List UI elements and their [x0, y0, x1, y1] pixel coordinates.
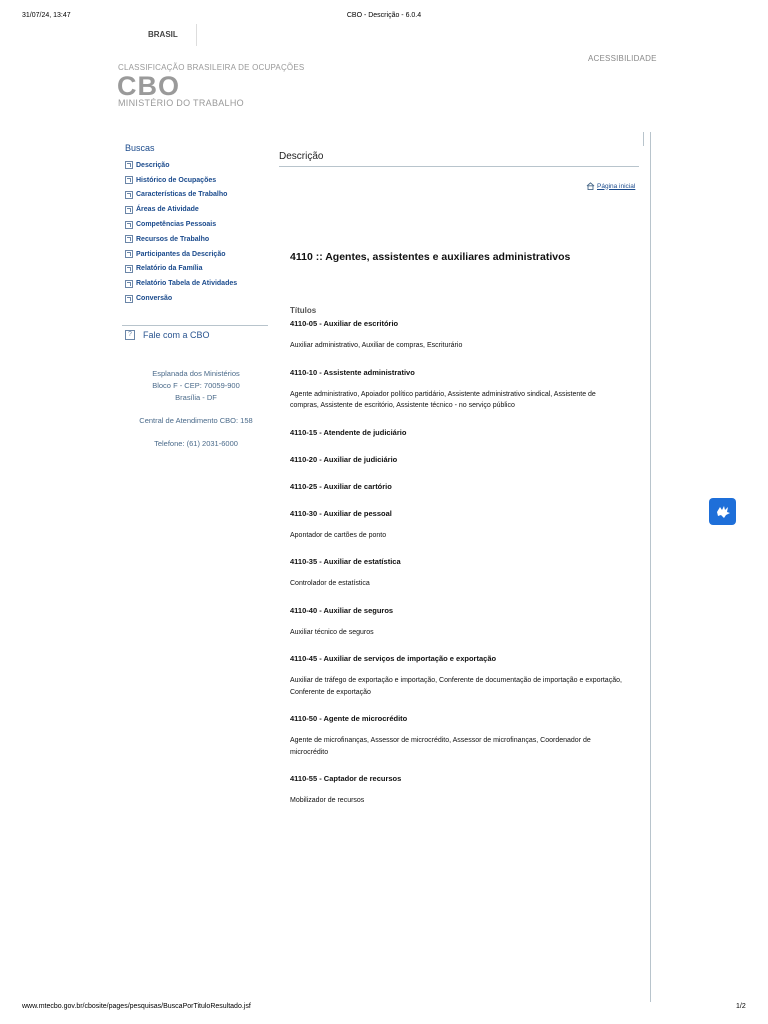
- occupation-title: 4110-10 - Assistente administrativo: [290, 367, 415, 377]
- print-doc-title: CBO - Descrição - 6.0.4: [346, 12, 422, 19]
- sign-language-icon: [714, 504, 732, 520]
- occupation-title: 4110-20 - Auxiliar de judiciário: [290, 454, 398, 464]
- occupation-entry: [290, 556, 625, 590]
- occupation-list: [290, 318, 625, 822]
- arrow-box-icon: [125, 265, 133, 273]
- address-line: Esplanada dos Ministérios: [152, 369, 240, 378]
- titles-label: Títulos: [290, 306, 317, 315]
- sign-language-button[interactable]: [709, 498, 736, 525]
- arrow-box-icon: [125, 250, 133, 258]
- occupation-entry: [290, 481, 625, 493]
- cbo-logo[interactable]: CBO: [117, 71, 180, 101]
- occupation-title: 4110-25 - Auxiliar de cartório: [290, 481, 392, 491]
- sidebar-item-competencias[interactable]: [125, 217, 237, 232]
- home-icon: [586, 182, 595, 190]
- sidebar-item-descricao[interactable]: [125, 158, 237, 173]
- topbar-divider: [196, 24, 197, 46]
- address-line: Bloco F - CEP: 70059-900: [152, 381, 240, 390]
- arrow-box-icon: [125, 295, 133, 303]
- content-divider-tick: [643, 132, 644, 146]
- content-right-border: [650, 132, 651, 1002]
- sidebar-item-label: Competências Pessoais: [136, 221, 217, 229]
- occupation-synonyms: Agente administrativo, Apoiador político partidário, Assistente administrativo sindical, Assistente de compras, Assistente de escritório, Assistente técnico - no serviço público: [290, 390, 596, 409]
- sidebar-item-label: Áreas de Atividade: [136, 206, 199, 214]
- contact-link[interactable]: [125, 330, 210, 340]
- occupation-entry: [290, 508, 625, 542]
- arrow-box-icon: [125, 221, 133, 229]
- occupation-synonyms: Controlador de estatística: [290, 580, 370, 587]
- sidebar-item-relatorio-familia[interactable]: [125, 262, 237, 277]
- family-title: 4110 :: Agentes, assistentes e auxiliares administrativos: [290, 251, 571, 263]
- arrow-box-icon: [125, 280, 133, 288]
- sidebar-item-label: Relatório Tabela de Atividades: [136, 280, 238, 288]
- sidebar-item-historico[interactable]: [125, 173, 237, 188]
- sidebar-item-areas[interactable]: [125, 202, 237, 217]
- occupation-synonyms: Mobilizador de recursos: [290, 797, 365, 804]
- occupation-title: 4110-55 - Captador de recursos: [290, 774, 402, 783]
- occupation-title: 4110-45 - Auxiliar de serviços de importação e exportação: [290, 654, 497, 663]
- occupation-entry: [290, 713, 625, 758]
- home-link-label: Página inicial: [597, 182, 636, 190]
- occupation-entry: [290, 605, 625, 639]
- occupation-title: 4110-35 - Auxiliar de estatística: [290, 557, 401, 566]
- sidebar-item-label: Recursos de Trabalho: [136, 235, 210, 243]
- brasil-link[interactable]: BRASIL: [148, 30, 178, 39]
- occupation-title: 4110-40 - Auxiliar de seguros: [290, 605, 394, 615]
- print-url: www.mtecbo.gov.br/cbosite/pages/pesquisas/BuscaPorTituloResultado.jsf: [22, 1003, 251, 1010]
- occupation-entry: [290, 653, 625, 698]
- contact-label: Fale com a CBO: [143, 330, 210, 340]
- sidebar-item-relatorio-atividades[interactable]: [125, 276, 237, 291]
- sidebar-item-caracteristicas[interactable]: [125, 188, 237, 203]
- occupation-title: 4110-05 - Auxiliar de escritório: [290, 319, 399, 328]
- arrow-box-icon: [125, 176, 133, 184]
- help-icon: ?: [125, 330, 135, 340]
- section-title: Descrição: [279, 151, 324, 162]
- sidebar-item-label: Descrição: [136, 161, 170, 169]
- occupation-synonyms: Apontador de cartões de ponto: [290, 531, 387, 539]
- central-atendimento: Central de Atendimento CBO: 158: [139, 416, 253, 425]
- occupation-title: 4110-15 - Atendente de judiciário: [290, 427, 407, 437]
- occupation-entry: [290, 427, 625, 439]
- sidebar-item-label: Participantes da Descrição: [136, 250, 226, 258]
- occupation-synonyms: Agente de microfinanças, Assessor de microcrédito, Assessor de microfinanças, Coordenador de microcrédito: [290, 737, 591, 756]
- section-title-rule: [279, 166, 639, 167]
- print-datetime: 31/07/24, 13:47: [22, 12, 71, 19]
- site-subtitle: CLASSIFICAÇÃO BRASILEIRA DE OCUPAÇÕES: [118, 63, 305, 72]
- occupation-entry: [290, 318, 625, 352]
- occupation-title: 4110-30 - Auxiliar de pessoal: [290, 508, 392, 518]
- arrow-box-icon: [125, 235, 133, 243]
- sidebar-item-recursos[interactable]: [125, 232, 237, 247]
- sidebar-item-label: Relatório da Família: [136, 265, 203, 273]
- arrow-box-icon: [125, 191, 133, 199]
- occupation-title: 4110-50 - Agente de microcrédito: [290, 714, 408, 723]
- sidebar-heading: Buscas: [125, 143, 155, 153]
- ministry-name: MINISTÉRIO DO TRABALHO: [118, 98, 244, 108]
- address-line: Brasília - DF: [175, 393, 217, 402]
- sidebar-item-label: Características de Trabalho: [136, 191, 228, 199]
- accessibility-link[interactable]: ACESSIBILIDADE: [588, 54, 657, 63]
- phone-number: Telefone: (61) 2031-6000: [154, 439, 238, 448]
- arrow-box-icon: [125, 206, 133, 214]
- occupation-synonyms: Auxiliar técnico de seguros: [290, 628, 374, 636]
- occupation-entry: [290, 454, 625, 466]
- sidebar-item-label: Histórico de Ocupações: [136, 176, 217, 184]
- sidebar-divider: [122, 325, 268, 326]
- occupation-synonyms: Auxiliar de tráfego de exportação e importação, Conferente de documentação de importação e exportação, Conferente de exportação: [290, 677, 622, 696]
- occupation-entry: [290, 773, 625, 807]
- occupation-entry: [290, 367, 625, 412]
- sidebar-item-participantes[interactable]: [125, 247, 237, 262]
- print-page-number: 1/2: [736, 1003, 746, 1010]
- occupation-synonyms: Auxiliar administrativo, Auxiliar de compras, Escriturário: [290, 342, 463, 349]
- arrow-box-icon: [125, 161, 133, 169]
- home-link[interactable]: [586, 182, 635, 190]
- sidebar-menu: [125, 158, 237, 306]
- sidebar-item-label: Conversão: [136, 295, 173, 303]
- sidebar-item-conversao[interactable]: [125, 291, 237, 306]
